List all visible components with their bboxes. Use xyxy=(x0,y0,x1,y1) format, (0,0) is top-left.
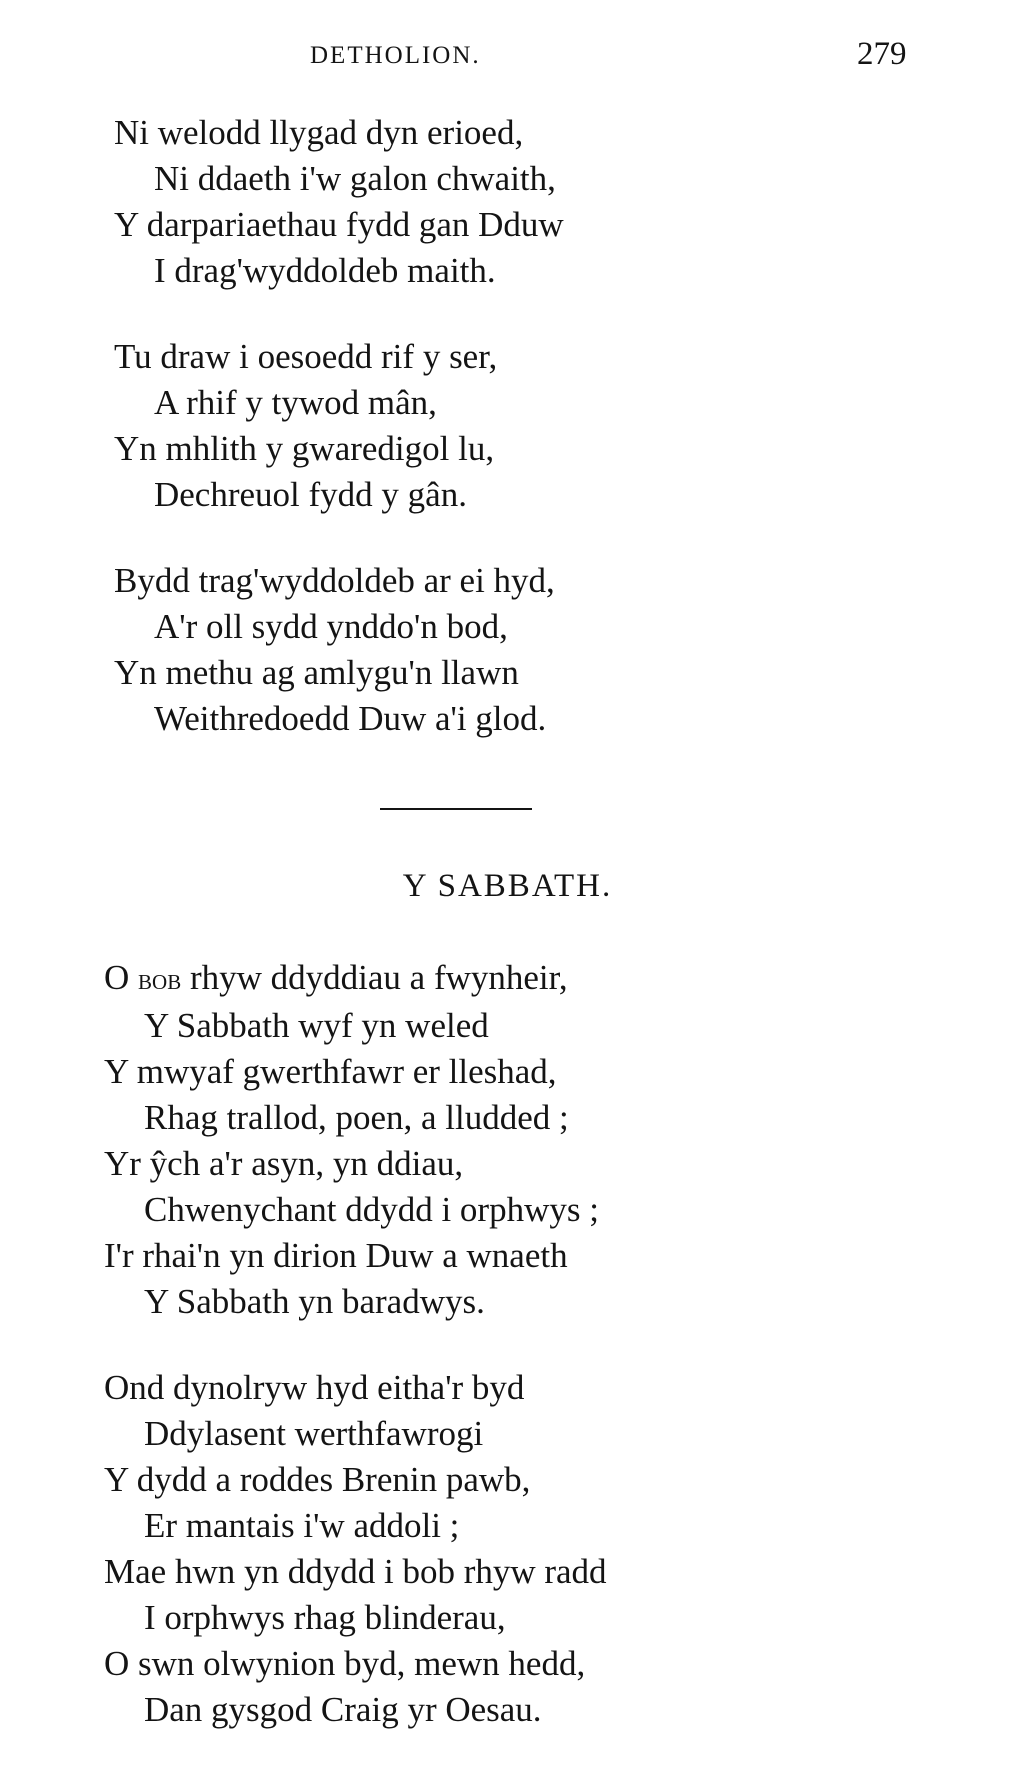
poem-line: Weithredoedd Duw a'i glod. xyxy=(154,699,547,738)
poem-line: Bydd trag'wyddoldeb ar ei hyd, xyxy=(114,561,555,600)
first-word: O xyxy=(104,958,139,997)
poem-line: I orphwys rhag blinderau, xyxy=(144,1598,506,1637)
running-head xyxy=(0,36,1015,76)
section-divider xyxy=(380,808,532,810)
first-line-rest: rhyw ddyddiau a fwynheir, xyxy=(181,958,568,997)
poem-line: Ni welodd llygad dyn erioed, xyxy=(114,113,524,152)
poem-line: Mae hwn yn ddydd i bob rhyw radd xyxy=(104,1552,607,1591)
stanza-2 xyxy=(104,1365,1015,1733)
poem-line-first xyxy=(104,955,1015,1003)
poem-line: A rhif y tywod mân, xyxy=(154,383,437,422)
poem-title: Y SABBATH. xyxy=(402,868,613,904)
poem-line: Tu draw i oesoedd rif y ser, xyxy=(114,337,498,376)
running-title: DETHOLION. xyxy=(310,42,481,69)
page-number: 279 xyxy=(857,36,907,72)
stanza-1 xyxy=(114,110,1015,294)
stanza-1 xyxy=(104,955,1015,1325)
poem-line: Ni ddaeth i'w galon chwaith, xyxy=(154,159,556,198)
poem-line: Chwenychant ddydd i orphwys ; xyxy=(144,1190,599,1229)
poem-line: Dan gysgod Craig yr Oesau. xyxy=(144,1690,542,1729)
poem-line: Y darpariaethau fydd gan Dduw xyxy=(114,205,564,244)
poem-line: Y Sabbath yn baradwys. xyxy=(144,1282,485,1321)
poem-line: Ddylasent werthfawrogi xyxy=(144,1414,484,1453)
poem-line: I'r rhai'n yn dirion Duw a wnaeth xyxy=(104,1236,568,1275)
poem-line: Yn mhlith y gwaredigol lu, xyxy=(114,429,495,468)
poem-line: Er mantais i'w addoli ; xyxy=(144,1506,460,1545)
poem-line: Y dydd a roddes Brenin pawb, xyxy=(104,1460,531,1499)
poem-line: Rhag trallod, poen, a lludded ; xyxy=(144,1098,569,1137)
poem-line: A'r oll sydd ynddo'n bod, xyxy=(154,607,508,646)
poem-y-sabbath xyxy=(104,955,1015,1773)
poem-line: Ond dynolryw hyd eitha'r byd xyxy=(104,1368,525,1407)
poem-line: Y Sabbath wyf yn weled xyxy=(144,1006,489,1045)
poem-line: O swn olwynion byd, mewn hedd, xyxy=(104,1644,586,1683)
poem-untitled xyxy=(114,110,1015,782)
stanza-3 xyxy=(114,558,1015,742)
poem-line: Dechreuol fydd y gân. xyxy=(154,475,467,514)
poem-line: Y mwyaf gwerthfawr er lleshad, xyxy=(104,1052,557,1091)
stanza-2 xyxy=(114,334,1015,518)
poem-line: I drag'wyddoldeb maith. xyxy=(154,251,496,290)
small-caps-word: bob xyxy=(138,963,182,996)
poem-line: Yr ŷch a'r asyn, yn ddiau, xyxy=(104,1144,464,1183)
poem-line: Yn methu ag amlygu'n llawn xyxy=(114,653,519,692)
